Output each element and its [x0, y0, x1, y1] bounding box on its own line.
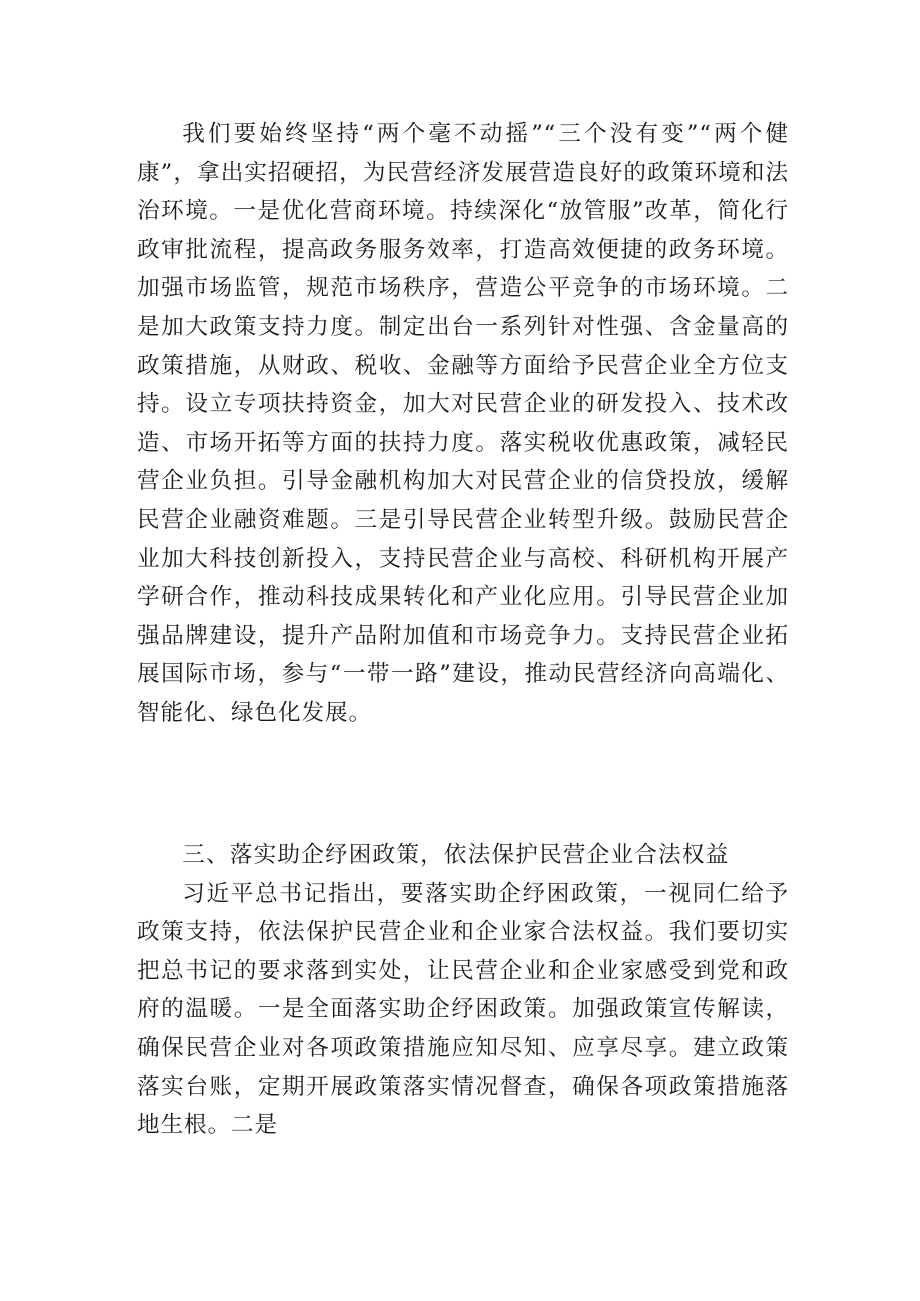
section-heading: 三、落实助企纾困政策，依法保护民营企业合法权益 — [182, 842, 730, 868]
body-text-lower — [137, 836, 789, 1145]
body-text-upper — [137, 115, 789, 733]
paragraph-relief-policies: 习近平总书记指出，要落实助企纾困政策，一视同仁给予政策支持，依法保护民营企业和企业家合法权益。我们要切实把总书记的要求落到实处，让民营企业和企业家感受到党和政府的温暖。一是全面落实助企纾困政策。加强政策宣传解读，确保民营企业对各项政策措施应知尽知、应享尽享。建立政策落实台账，定期开展政策落实情况督查，确保各项政策措施落地生根。二是 — [137, 880, 789, 1139]
paragraph-policy-environment: 我们要始终坚持“两个毫不动摇”“三个没有变”“两个健康”，拿出实招硬招，为民营经济发展营造良好的政策环境和法治环境。一是优化营商环境。持续深化“放管服”改革，简化行政审批流程，提高政务服务效率，打造高效便捷的政务环境。加强市场监管，规范市场秩序，营造公平竞争的市场环境。二是加大政策支持力度。制定出台一系列针对性强、含金量高的政策措施，从财政、税收、金融等方面给予民营企业全方位支持。设立专项扶持资金，加大对民营企业的研发投入、技术改造、市场开拓等方面的扶持力度。落实税收优惠政策，减轻民营企业负担。引导金融机构加大对民营企业的信贷投放，缓解民营企业融资难题。三是引导民营企业转型升级。鼓励民营企业加大科技创新投入，支持民营企业与高校、科研机构开展产学研合作，推动科技成果转化和产业化应用。引导民营企业加强品牌建设，提升产品附加值和市场竞争力。支持民营企业拓展国际市场，参与“一带一路”建设，推动民营经济向高端化、智能化、绿色化发展。 — [137, 121, 790, 726]
